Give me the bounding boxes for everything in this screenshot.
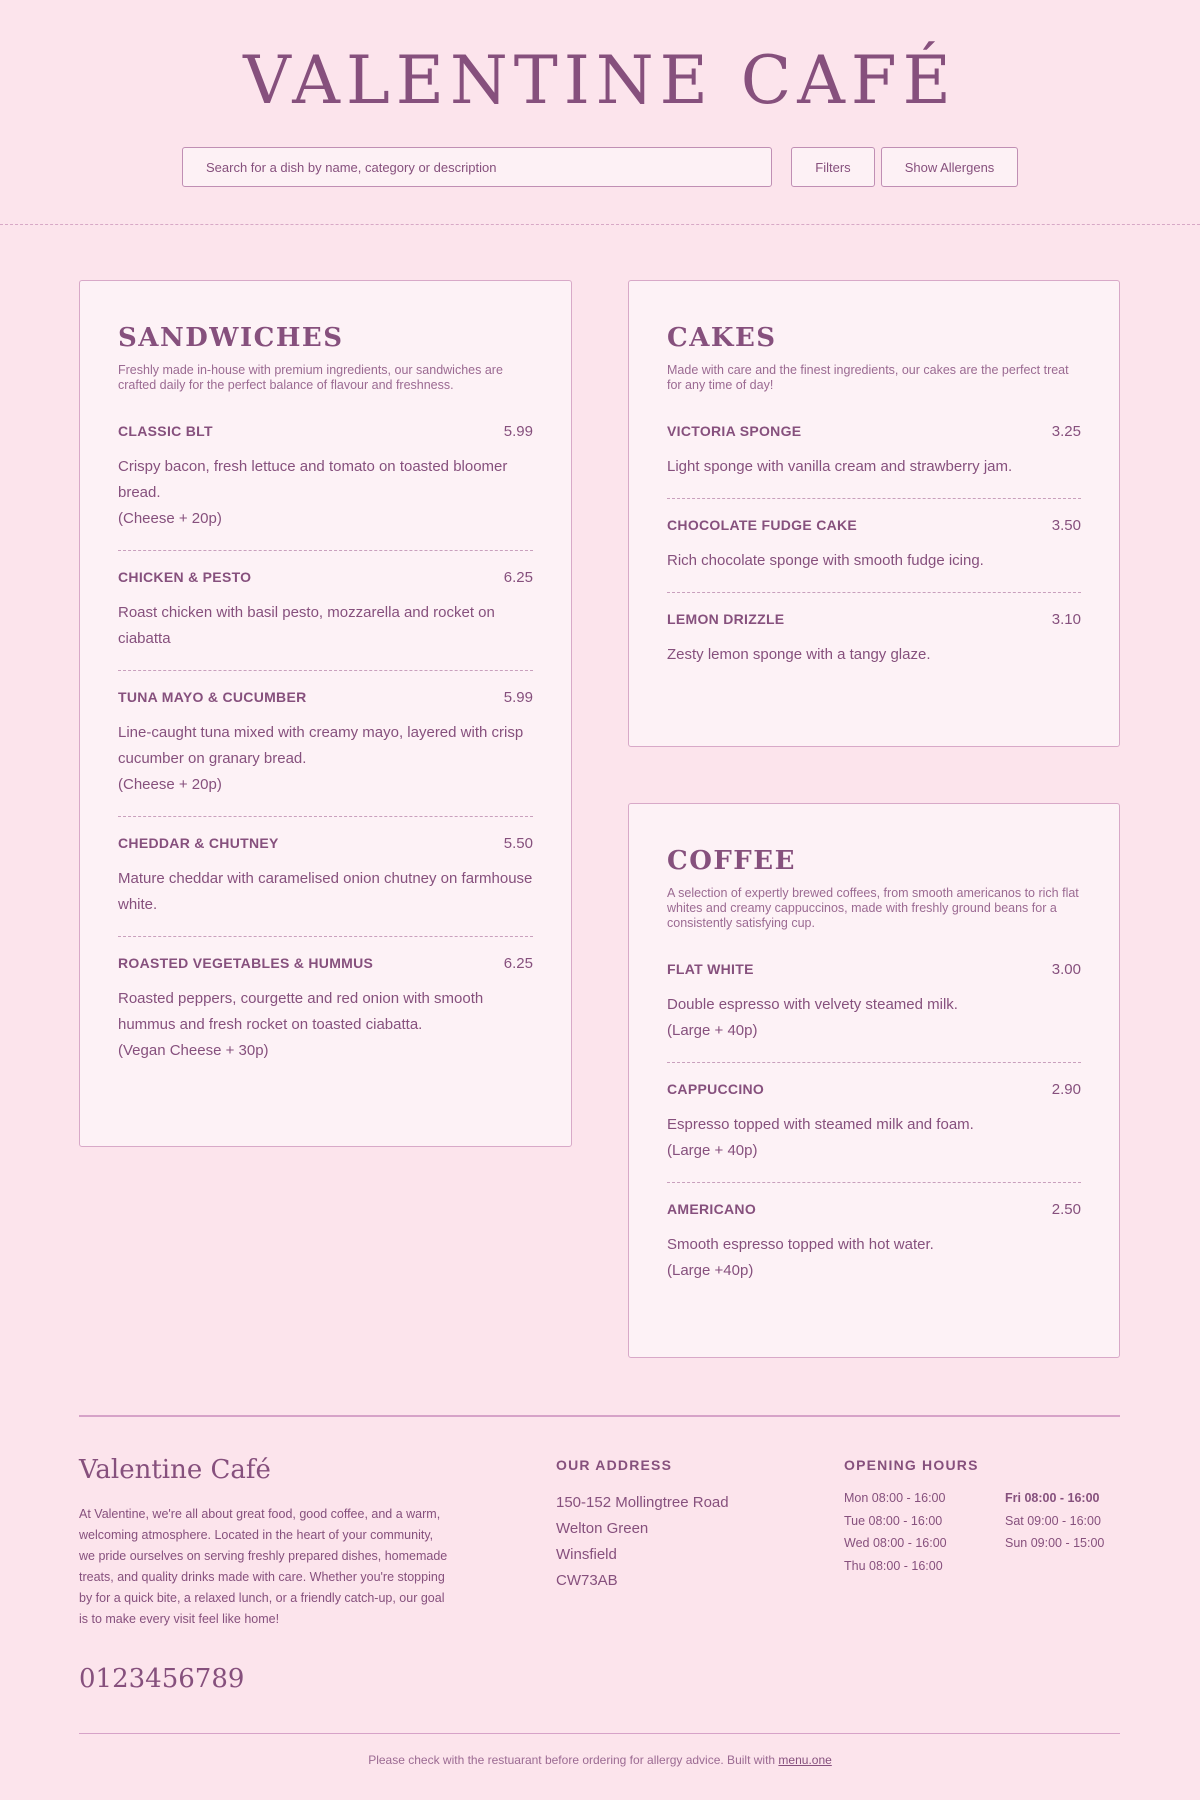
item-name: CHOCOLATE FUDGE CAKE <box>667 517 858 533</box>
item-price: 6.25 <box>503 955 533 972</box>
item-price: 6.25 <box>503 569 533 586</box>
menu-item[interactable] <box>118 835 533 937</box>
item-name: TUNA MAYO & CUCUMBER <box>118 689 307 705</box>
header <box>0 0 1200 225</box>
menu-item[interactable] <box>118 689 533 817</box>
menu-item[interactable] <box>667 611 1081 686</box>
item-description: Roast chicken with basil pesto, mozzarella and rocket on ciabatta <box>118 604 495 647</box>
footer-disclaimer <box>0 1753 1200 1767</box>
item-description: Smooth espresso topped with hot water. <box>667 1236 934 1253</box>
menu-section-sandwiches <box>79 280 572 1147</box>
hours-heading: OPENING HOURS <box>844 1457 979 1473</box>
item-extra: (Vegan Cheese + 30p) <box>118 1042 269 1059</box>
hours-row: Tue 08:00 - 16:00 <box>844 1513 943 1528</box>
hours-column <box>1005 1487 1104 1555</box>
hours-column <box>844 1487 947 1577</box>
hours-row-today: Fri 08:00 - 16:00 <box>1005 1491 1100 1505</box>
item-name: ROASTED VEGETABLES & HUMMUS <box>118 955 374 971</box>
item-price: 3.25 <box>1051 423 1081 440</box>
item-extra: (Cheese + 20p) <box>118 776 222 793</box>
item-price: 3.00 <box>1051 961 1081 978</box>
item-description: Rich chocolate sponge with smooth fudge icing. <box>667 552 984 569</box>
item-price: 3.50 <box>1051 517 1081 534</box>
item-description: Mature cheddar with caramelised onion chutney on farmhouse white. <box>118 870 533 913</box>
item-extra: (Large +40p) <box>667 1262 754 1279</box>
item-description: Double espresso with velvety steamed milk. <box>667 996 958 1013</box>
item-name: LEMON DRIZZLE <box>667 611 785 627</box>
hours-row: Mon 08:00 - 16:00 <box>844 1491 946 1505</box>
footer-phone[interactable]: 0123456789 <box>79 1664 245 1694</box>
item-name: CLASSIC BLT <box>118 423 213 439</box>
menu-item[interactable] <box>667 1201 1081 1302</box>
menu-item[interactable] <box>667 961 1081 1063</box>
section-description: Made with care and the finest ingredients, our cakes are the perfect treat for any time of day! <box>667 363 1069 392</box>
page-title: VALENTINE CAFÉ <box>243 42 957 119</box>
hours-row: Thu 08:00 - 16:00 <box>844 1558 943 1573</box>
menu-item[interactable] <box>667 1081 1081 1183</box>
footer-cafe-name: Valentine Café <box>79 1455 271 1485</box>
footer-bottom-divider <box>79 1733 1120 1734</box>
item-name: AMERICANO <box>667 1201 757 1217</box>
item-description: Crispy bacon, fresh lettuce and tomato on toasted bloomer bread. <box>118 458 508 501</box>
item-price: 5.99 <box>503 689 533 706</box>
address-block <box>556 1490 729 1594</box>
item-name: CHICKEN & PESTO <box>118 569 252 585</box>
address-line: CW73AB <box>556 1572 618 1589</box>
section-title: COFFEE <box>667 846 796 876</box>
filters-button[interactable]: Filters <box>791 147 875 187</box>
section-description: Freshly made in-house with premium ingredients, our sandwiches are crafted daily for the perfect balance of flavour and freshness. <box>118 363 503 392</box>
footer-about: At Valentine, we're all about great food, good coffee, and a warm, welcoming atmosphere. Located in the heart of your community, we pride ourselves on serving freshly prepared dishes, homemade treats, and quality drinks made with care. Whether you're stopping by for a quick bite, a relaxed lunch, or a friendly catch-up, our goal is to make every visit feel like home! <box>79 1507 448 1626</box>
item-name: FLAT WHITE <box>667 961 754 977</box>
hours-row: Sat 09:00 - 16:00 <box>1005 1513 1101 1528</box>
address-line: Welton Green <box>556 1520 649 1537</box>
item-description: Light sponge with vanilla cream and strawberry jam. <box>667 458 1013 475</box>
item-extra: (Large + 40p) <box>667 1022 758 1039</box>
section-description: A selection of expertly brewed coffees, from smooth americanos to rich flat whites and creamy cappuccinos, made with freshly ground beans for a consistently satisfying cup. <box>667 886 1079 930</box>
show-allergens-button[interactable]: Show Allergens <box>881 147 1018 187</box>
menu-item[interactable] <box>118 569 533 671</box>
section-title: SANDWICHES <box>118 323 344 353</box>
item-description: Line-caught tuna mixed with creamy mayo, layered with crisp cucumber on granary bread. <box>118 724 524 767</box>
menu-section-cakes <box>628 280 1120 747</box>
section-title: CAKES <box>667 323 777 353</box>
item-price: 5.99 <box>503 423 533 440</box>
item-description: Roasted peppers, courgette and red onion with smooth hummus and fresh rocket on toasted ciabatta. <box>118 990 484 1033</box>
menu-item[interactable] <box>118 423 533 551</box>
address-heading: OUR ADDRESS <box>556 1457 673 1473</box>
item-name: VICTORIA SPONGE <box>667 423 802 439</box>
search-input[interactable] <box>182 147 772 187</box>
item-description: Espresso topped with steamed milk and foam. <box>667 1116 974 1133</box>
hours-row: Wed 08:00 - 16:00 <box>844 1536 947 1550</box>
item-price: 2.90 <box>1051 1081 1081 1098</box>
menu-one-link[interactable]: menu.one <box>778 1753 832 1767</box>
item-extra: (Large + 40p) <box>667 1142 758 1159</box>
hours-row: Sun 09:00 - 15:00 <box>1005 1536 1105 1550</box>
item-description: Zesty lemon sponge with a tangy glaze. <box>667 646 931 663</box>
disclaimer-text: Please check with the restuarant before ordering for allergy advice. Built with <box>368 1753 779 1767</box>
address-line: Winsfield <box>556 1546 617 1563</box>
menu-item[interactable] <box>118 955 533 1082</box>
menu-section-coffee <box>628 803 1120 1358</box>
item-extra: (Cheese + 20p) <box>118 510 222 527</box>
item-name: CHEDDAR & CHUTNEY <box>118 835 279 851</box>
item-name: CAPPUCCINO <box>667 1081 765 1097</box>
item-price: 2.50 <box>1051 1201 1081 1218</box>
menu-item[interactable] <box>667 423 1081 499</box>
item-price: 3.10 <box>1051 611 1081 628</box>
menu-item[interactable] <box>667 517 1081 593</box>
footer-divider <box>79 1415 1120 1417</box>
item-price: 5.50 <box>503 835 533 852</box>
address-line: 150-152 Mollingtree Road <box>556 1494 729 1511</box>
